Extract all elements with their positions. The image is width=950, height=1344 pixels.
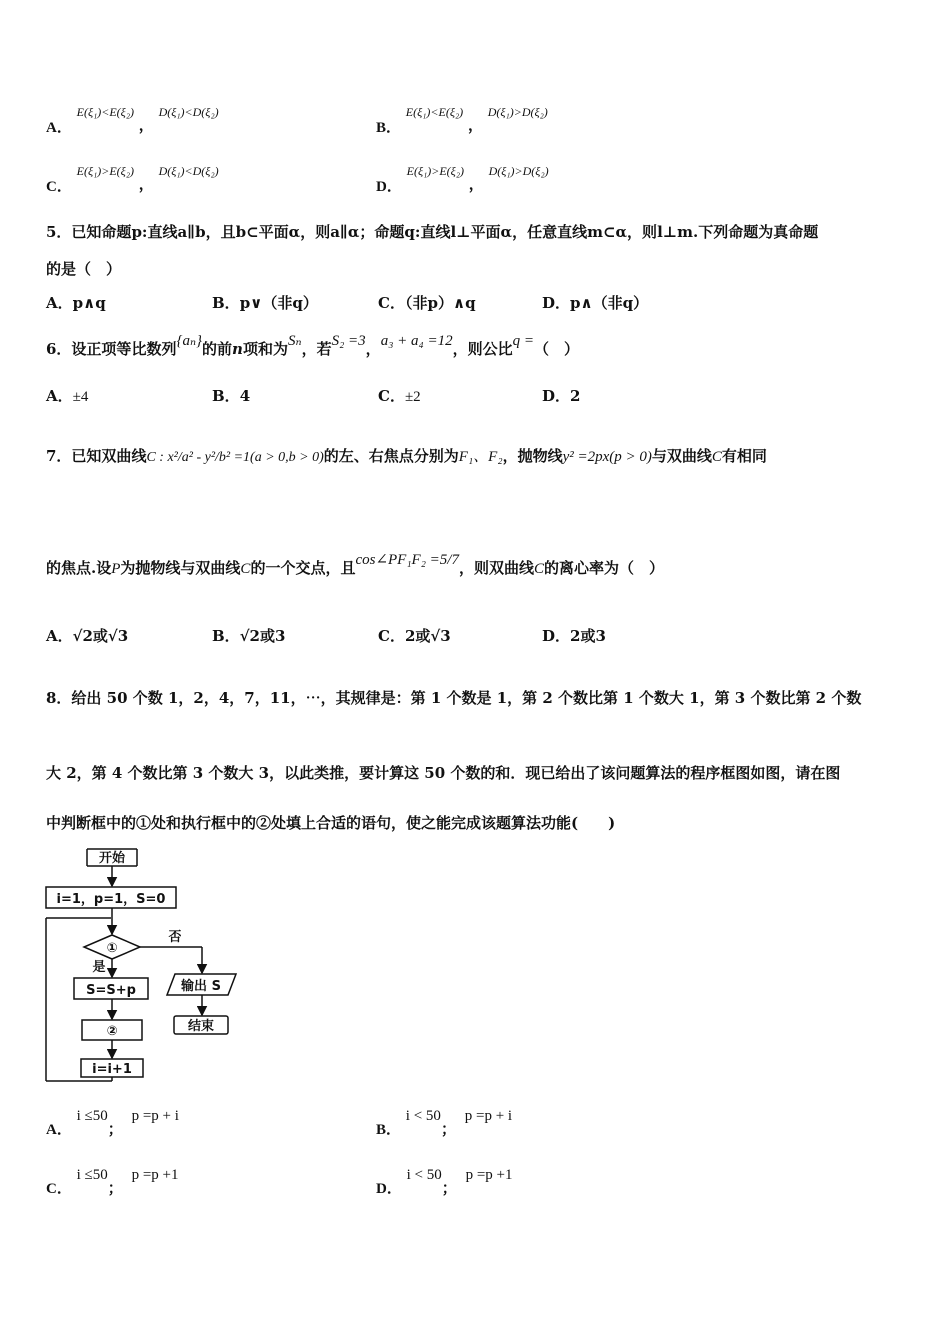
option-label: B． (212, 627, 240, 645)
math-variance: D(ξ₁)<D(ξ₂) (158, 164, 219, 178)
option-label: D． (542, 294, 571, 312)
q7-text-5: 有相同 (721, 447, 767, 465)
math-expectation: E(ξ₁)>E(ξ₂) (76, 164, 134, 178)
q7-stem-line2 (46, 552, 665, 578)
q5-option-c[interactable] (378, 292, 476, 313)
q4-option-a[interactable]: A． E(ξ₁)<E(ξ₂) ， D(ξ₁)<D(ξ₂) (46, 105, 219, 136)
option-cond: i < 50 (406, 1167, 442, 1183)
q6-option-b[interactable] (212, 385, 250, 406)
q7-text-3: ，抛物线 (502, 447, 563, 465)
flow-output-label: 输出 S (181, 979, 221, 994)
option-text: 4 (239, 387, 251, 405)
q6-condition-2: a₃ + a₄ =12 (380, 333, 453, 349)
option-label: A． (46, 387, 73, 405)
math-expectation: E(ξ₁)<E(ξ₂) (76, 105, 134, 119)
q7-parabola: y² =2px(p > 0) (562, 449, 652, 465)
q7-foci: F₁、F₂ (458, 449, 503, 465)
math-expectation: E(ξ₁)>E(ξ₂) (406, 164, 464, 178)
q4-option-c[interactable]: C． E(ξ₁)>E(ξ₂) ， D(ξ₁)<D(ξ₂) (46, 164, 219, 195)
flow-yes-label: 是 (92, 960, 106, 975)
q6-option-d[interactable] (542, 385, 580, 406)
q5-option-d[interactable] (542, 292, 648, 313)
math-variance: D(ξ₁)>D(ξ₂) (488, 164, 549, 178)
q7-option-c[interactable] (378, 625, 451, 646)
option-text: （非p）∧q (404, 294, 476, 312)
q5-option-b[interactable] (212, 292, 318, 313)
q6-sequence: {aₙ} (176, 333, 203, 349)
option-label: A． (46, 627, 73, 645)
flow-step3-label: i=i+1 (92, 1062, 132, 1077)
option-label: C． (378, 294, 405, 312)
option-label: B． (376, 1122, 402, 1138)
option-cond: i ≤50 (76, 1108, 108, 1124)
q8-stem-line2: 大 2，第 4 个数比第 3 个数大 3，以此类推，要计算这 50 个数的和．现已给出了该问题算法的程序框图如图，请在图 (46, 764, 841, 782)
option-text: 2 (570, 387, 581, 405)
option-cond: i ≤50 (76, 1167, 108, 1183)
option-label: D． (542, 627, 571, 645)
option-label: C． (378, 387, 405, 405)
q6-text-5: ，则公比 (452, 340, 513, 358)
math-variance: D(ξ₁)<D(ξ₂) (158, 105, 219, 119)
q4-option-b[interactable]: B． E(ξ₁)<E(ξ₂) ， D(ξ₁)>D(ξ₂) (376, 105, 548, 136)
q7-text-4: 与双曲线 (651, 447, 712, 465)
option-label: C． (378, 627, 405, 645)
q6-stem: 6．设正项等比数列{aₙ}的前n项和为Sₙ，若S₂ =3，a₃ + a₄ =12，则公比q =（ ） (46, 333, 580, 358)
option-text: 2或√3 (404, 627, 451, 645)
option-label: A． (46, 294, 73, 312)
option-text: 2或3 (570, 627, 606, 645)
q8-option-d[interactable]: D． i < 50； p =p +1 (376, 1167, 513, 1197)
q5-stem-line2: 的是（ ） (46, 260, 122, 278)
q7-hyperbola: C : x²/a² - y²/b² =1(a > 0,b > 0) (146, 450, 324, 465)
option-cond: i < 50 (405, 1108, 441, 1124)
q7-text-1: 7．已知双曲线 (46, 447, 147, 465)
q7-text-7: 为抛物线与双曲线 (120, 559, 241, 577)
option-label: B． (212, 387, 240, 405)
option-label: B． (376, 120, 402, 136)
q6-text-1: 6．设正项等比数列 (46, 340, 177, 358)
q6-text-4: ，若 (301, 340, 332, 358)
option-label: A． (46, 120, 72, 136)
q7-option-a[interactable] (46, 625, 128, 646)
q8-option-b[interactable]: B． i < 50； p =p + i (376, 1108, 513, 1138)
option-label: D． (376, 1181, 402, 1197)
option-expr: p =p + i (131, 1108, 179, 1124)
flow-no-label: 否 (168, 930, 182, 945)
q8-stem-line3: 中判断框中的①处和执行框中的②处填上合适的语句，使之能完成该题算法功能( ) (46, 814, 616, 832)
option-text: √2或3 (239, 627, 286, 645)
q7-p: P (111, 561, 121, 577)
option-expr: p =p +1 (465, 1167, 513, 1183)
q8-stem-line1: 8．给出 50 个数 1，2，4，7，11，⋯，其规律是：第 1 个数是 1，第 2 个数比第 1 个数大 1，第 3 个数比第 2 个数 (46, 689, 862, 707)
option-label: B． (212, 294, 240, 312)
option-label: C． (46, 1181, 72, 1197)
option-text: p∧（非q） (570, 294, 649, 312)
option-label: D． (376, 179, 402, 195)
option-text: p∧q (72, 294, 106, 312)
q6-condition-1: S₂ =3 (331, 333, 366, 349)
q7-c3: C (534, 561, 545, 577)
option-text: p∨（非q） (239, 294, 318, 312)
q4-option-d[interactable]: D． E(ξ₁)>E(ξ₂) ， D(ξ₁)>D(ξ₂) (376, 164, 549, 195)
option-label: C． (46, 179, 72, 195)
math-expectation: E(ξ₁)<E(ξ₂) (405, 105, 464, 119)
option-text: ±4 (72, 389, 89, 405)
flow-step1-label: S=S+p (86, 983, 136, 998)
flow-step2-label: ② (106, 1024, 118, 1039)
math-variance: D(ξ₁)>D(ξ₂) (487, 105, 548, 119)
q7-c: C (711, 449, 722, 465)
q7-c2: C (240, 561, 251, 577)
q7-text-8: 的一个交点，且 (250, 559, 356, 577)
q5-option-a[interactable] (46, 292, 106, 313)
q8-option-c[interactable]: C． i ≤50； p =p +1 (46, 1167, 179, 1197)
q6-text-6: （ ） (534, 340, 580, 358)
q7-cos: cos∠PF₁F₂ =5/7 (355, 552, 459, 568)
q7-option-d[interactable] (542, 625, 606, 646)
flow-init-label: i=1，p=1，S=0 (56, 892, 166, 907)
q7-text-6: 的焦点.设 (46, 559, 112, 577)
flow-cond-label: ① (106, 941, 118, 956)
option-label: D． (542, 387, 571, 405)
q7-text-9: ，则双曲线 (458, 559, 534, 577)
q7-stem-line1 (46, 445, 767, 466)
q6-text-3: 项和为 (242, 340, 288, 358)
q7-text-2: 的左、右焦点分别为 (323, 447, 459, 465)
option-label: A． (46, 1122, 72, 1138)
option-text: ±2 (404, 389, 421, 405)
q6-sn: Sₙ (287, 333, 302, 349)
option-expr: p =p + i (464, 1108, 513, 1124)
q5-stem-line1: 5．已知命题p:直线a∥b，且b⊂平面α，则a∥α；命题q:直线l⊥平面α，任意直线m⊂α，则l⊥m.下列命题为真命题 (46, 223, 819, 241)
flow-start-label: 开始 (98, 851, 126, 866)
q6-option-a[interactable] (46, 385, 88, 406)
q6-n: n (232, 340, 243, 358)
flowchart (40, 845, 250, 1090)
option-text: √2或√3 (72, 627, 129, 645)
option-expr: p =p +1 (131, 1167, 179, 1183)
flow-end-label: 结束 (187, 1019, 215, 1034)
q7-text-10: 的离心率为（ ） (544, 559, 665, 577)
q7-option-b[interactable] (212, 625, 285, 646)
q8-option-a[interactable]: A． i ≤50； p =p + i (46, 1108, 179, 1138)
q6-text-2: 的前 (202, 340, 233, 358)
q6-option-c[interactable] (378, 385, 421, 406)
q6-q: q = (512, 333, 535, 349)
